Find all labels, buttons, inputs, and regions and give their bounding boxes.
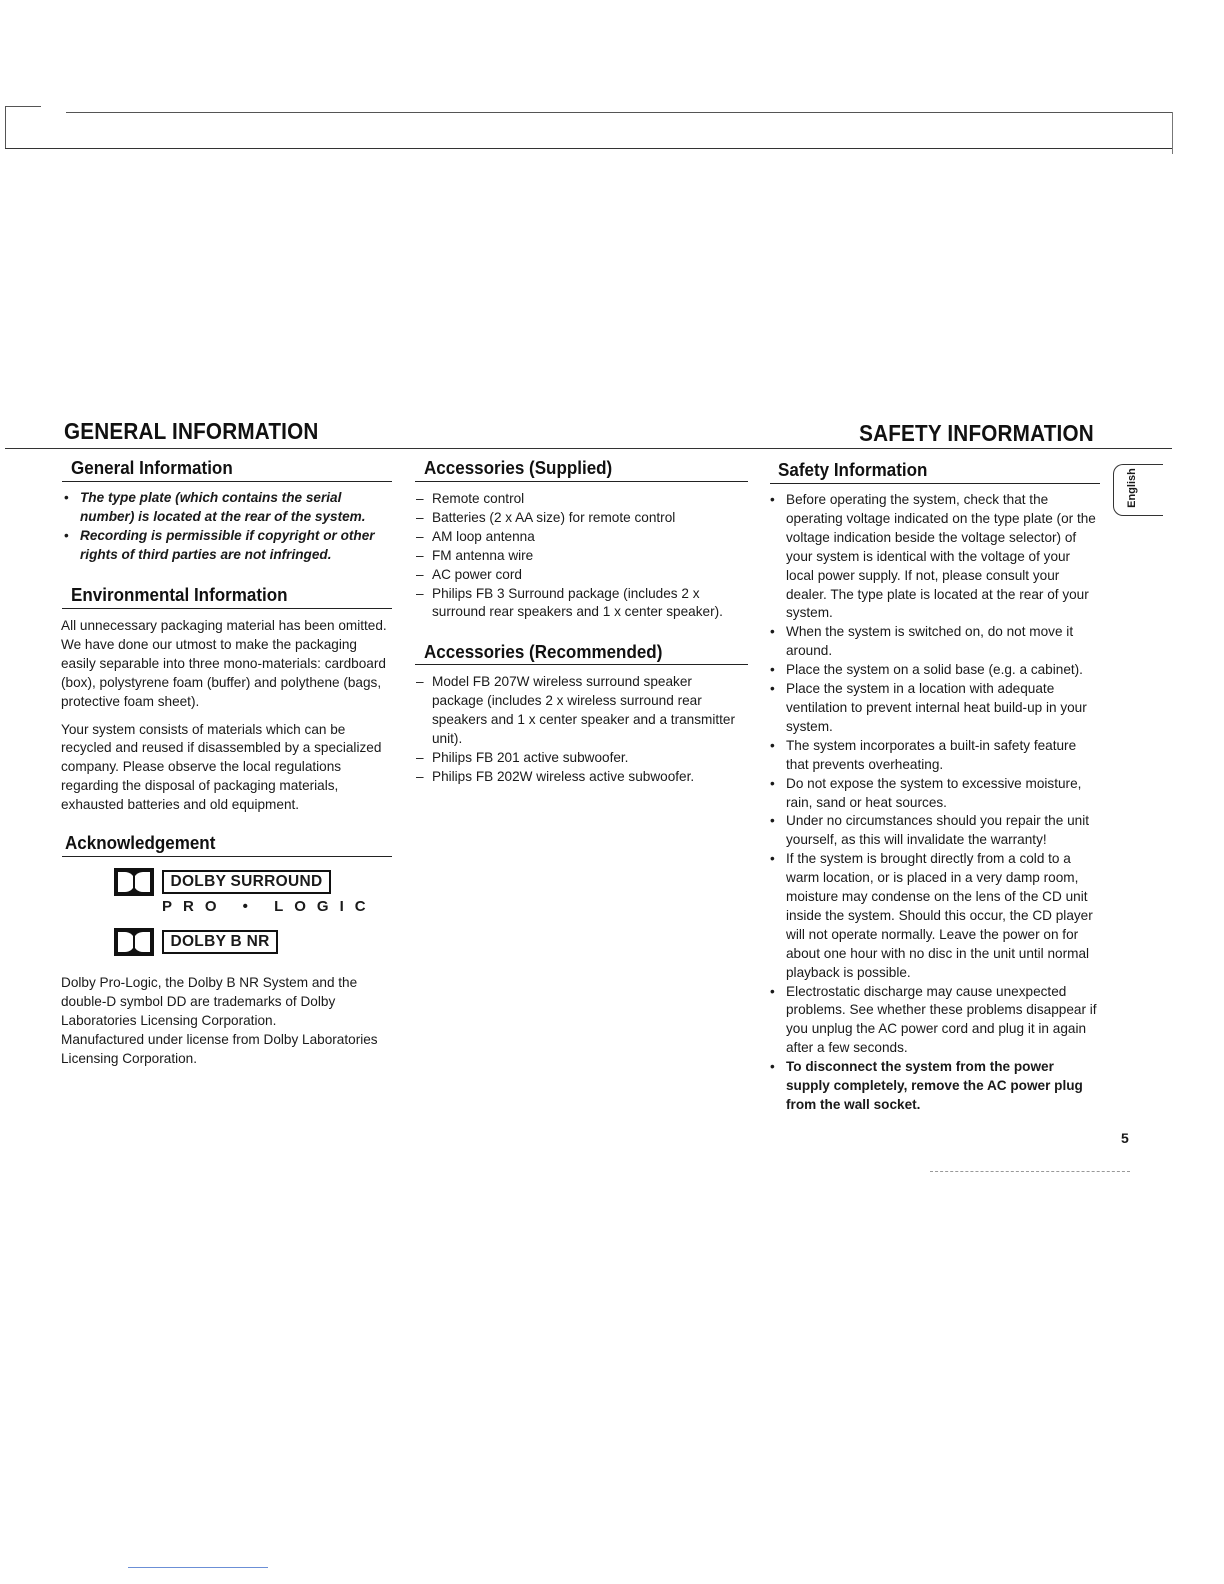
- accessories-supplied-rule: [415, 481, 748, 482]
- accessories-recommended-rule: [415, 664, 748, 665]
- paragraph: Manufactured under license from Dolby Laboratories Licensing Corporation.: [61, 1031, 378, 1066]
- accessories-supplied-heading: Accessories (Supplied): [424, 457, 613, 478]
- double-d-icon: [114, 928, 154, 956]
- list-item: – Philips FB 201 active subwoofer.: [416, 749, 629, 765]
- left-frame-line: [5, 106, 6, 148]
- list-item: • To disconnect the system from the power supply completely, remove the AC power plug from the wall socket.: [770, 1059, 1083, 1112]
- list-item: – Model FB 207W wireless surround speaker package (includes 2 x wireless surround rear speakers and 1 x center speaker and a transmitter unit).: [416, 674, 735, 746]
- list-item: • When the system is switched on, do not move it around.: [770, 624, 1074, 659]
- dolby-b-nr-logo: [114, 928, 278, 956]
- pro-logic-text: PRO • LOGIC: [162, 898, 377, 915]
- list-item: • The type plate (which contains the serial number) is located at the rear of the system.: [64, 490, 366, 524]
- list-item: – AM loop antenna: [416, 528, 535, 544]
- list-item: • If the system is brought directly from a cold to a warm location, or is placed in a very damp room, moisture may condense on the lens of the CD unit inside the system. Should this occur, the CD player will not operate normally. Leave the power on for about one hour with no disc in the unit until normal playback is possible.: [770, 851, 1093, 980]
- page-number: 5: [1121, 1130, 1129, 1146]
- dolby-surround-logo: [114, 868, 331, 896]
- general-information-heading: General Information: [71, 457, 233, 478]
- general-information-rule: [62, 481, 392, 482]
- environmental-information-text: [61, 617, 391, 824]
- accessories-supplied-list: [413, 490, 743, 622]
- safety-information-rule: [770, 483, 1100, 484]
- list-item: • Do not expose the system to excessive moisture, rain, sand or heat sources.: [770, 775, 1082, 810]
- top-left-corner-mark: [5, 106, 41, 107]
- acknowledgement-heading: Acknowledgement: [65, 832, 216, 853]
- bottom-scan-line: [930, 1171, 1130, 1172]
- dolby-b-nr-text: DOLBY B NR: [162, 930, 277, 954]
- list-item: • Recording is permissible if copyright or other rights of third parties are not infringed.: [64, 527, 375, 562]
- top-frame-line: [66, 112, 1172, 113]
- list-item: • Place the system in a location with adequate ventilation to prevent internal heat build-up in your system.: [770, 681, 1087, 734]
- list-item: • Place the system on a solid base (e.g. a cabinet).: [770, 662, 1083, 678]
- paragraph: Dolby Pro-Logic, the Dolby B NR System and the double-D symbol DD are trademarks of Dolby Laboratories Licensing Corporation.: [61, 975, 358, 1028]
- list-item: – AC power cord: [416, 566, 522, 582]
- list-item: • Under no circumstances should you repair the unit yourself, as this will invalidate the warranty!: [770, 813, 1089, 848]
- accessories-recommended-list: [413, 673, 743, 786]
- list-item: • Before operating the system, check that the operating voltage indicated on the type plate (or the voltage indication beside the voltage selector) of your system is identical with the voltage of your local power supply. If not, please consult your dealer. The type plate is located at the rear of your system.: [770, 492, 1096, 621]
- acknowledgement-text: [61, 974, 396, 1078]
- list-item: – Philips FB 3 Surround package (includes 2 x surround rear speakers and 1 x center speaker).: [416, 585, 723, 620]
- language-tab-label: English: [1126, 468, 1138, 508]
- page-header-left-title: GENERAL INFORMATION: [64, 418, 319, 444]
- list-item: – FM antenna wire: [416, 547, 534, 563]
- right-frame-line: [1172, 112, 1173, 154]
- general-information-list: [61, 489, 383, 565]
- list-item: – Philips FB 202W wireless active subwoofer.: [416, 768, 695, 784]
- acknowledgement-rule: [62, 856, 392, 857]
- double-d-icon: [114, 868, 154, 896]
- header-rule: [5, 148, 1172, 149]
- paragraph: Your system consists of materials which can be recycled and reused if disassembled by a specialized company. Please observe the local regulations regarding the disposal of packaging materials, exhausted batteries and old equipment.: [61, 721, 382, 813]
- list-item: • Electrostatic discharge may cause unexpected problems. See whether these problems disappear if you unplug the AC power cord and plug it in again after a few seconds.: [770, 983, 1097, 1056]
- dolby-surround-text: DOLBY SURROUND: [162, 870, 330, 894]
- safety-information-list: [767, 491, 1100, 1115]
- bottom-edge-line: [128, 1567, 268, 1568]
- language-side-tab: [1113, 464, 1163, 516]
- list-item: – Remote control: [416, 491, 525, 506]
- list-item: • The system incorporates a built-in safety feature that prevents overheating.: [770, 737, 1077, 772]
- environmental-information-rule: [62, 608, 392, 609]
- safety-information-heading: Safety Information: [778, 459, 928, 480]
- paragraph: All unnecessary packaging material has been omitted. We have done our utmost to make the packaging easily separable into three mono-materials: cardboard (box), polystyrene foam (buffer) and polythene (bags, protective foam sheet).: [61, 618, 387, 709]
- page-header-right-title: SAFETY INFORMATION: [859, 420, 1094, 446]
- list-item: – Batteries (2 x AA size) for remote control: [416, 509, 676, 525]
- header-underline: [5, 448, 1172, 449]
- environmental-information-heading: Environmental Information: [71, 584, 288, 605]
- accessories-recommended-heading: Accessories (Recommended): [424, 641, 663, 662]
